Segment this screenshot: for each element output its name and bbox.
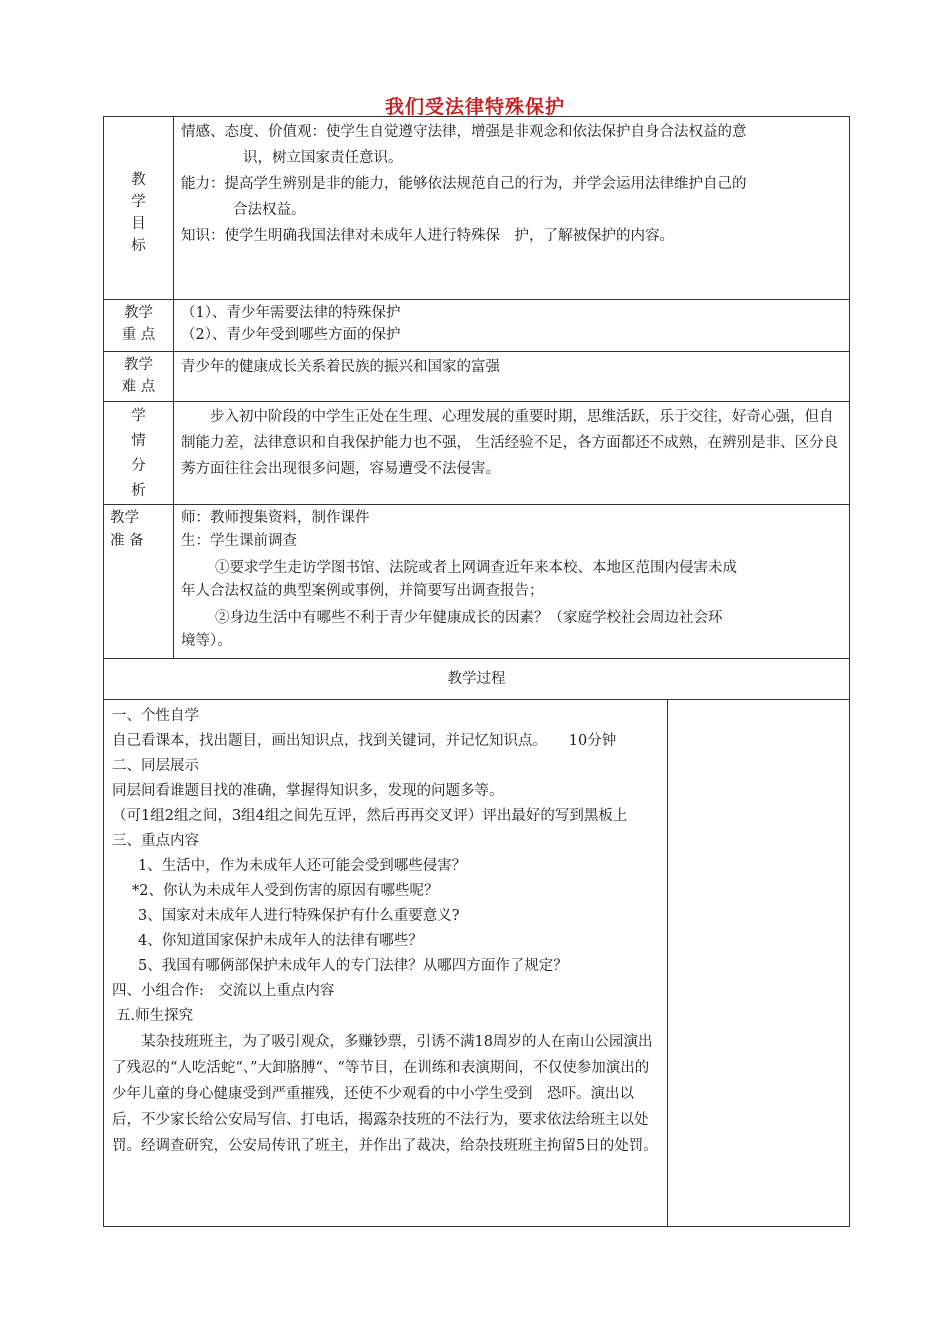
step-5-title: 五.师生探究 — [116, 1008, 194, 1024]
emotion-objective-cont: 识，树立国家责任意识。 — [243, 150, 403, 166]
key-point-2: （2）、青少年受到哪些方面的保护 — [181, 327, 401, 343]
process-notes-column — [668, 700, 850, 1227]
student-prep: 生：学生课前调查 — [181, 533, 297, 549]
objectives-label: 教 学 目 标 — [104, 117, 174, 300]
step-1-text: 自己看课本，找出题目，画出知识点，找到关键词，并记忆知识点。 10分钟 — [112, 733, 617, 749]
teacher-prep: 师：教师搜集资料，制作课件 — [181, 510, 370, 526]
step-1-title: 一、个性自学 — [112, 708, 199, 724]
process-content-row — [104, 700, 850, 1227]
process-title-row — [104, 659, 850, 700]
ability-objective-cont: 合法权益。 — [233, 202, 306, 218]
knowledge-objective: 知识：使学生明确我国法律对未成年人进行特殊保 护，了解被保护的内容。 — [181, 228, 674, 244]
question-5: 5、我国有哪俩部保护未成年人的专门法律？从哪四方面作了规定？ — [138, 958, 568, 974]
step-2-note: （可1组2组之间，3组4组之间先互评，然后再再交叉评）评出最好的写到黑板上 — [112, 808, 628, 824]
analysis-row — [104, 402, 850, 505]
preparation-row — [104, 505, 850, 659]
prep-task-1-cont: 年人合法权益的典型案例或事例，并简要写出调查报告； — [181, 583, 544, 599]
case-story: 某杂技班班主，为了吸引观众，多赚钞票，引诱不满18周岁的人在南山公园演出了残忍的“人吃活蛇“、”大卸胳膊“、“等节目，在训练和表演期间，不仅使参加演出的少年儿童的身心健康受到严重摧残，还使不少观看的中小学生受到 恐吓。演出以后，不少家长给公安局写信、打电话，揭露杂技班的不法行为，要求依法给班主以处罚。经调查研究，公安局传讯了班主，并作出了裁决，给杂技班班主拘留5日的处罚。 — [112, 1034, 658, 1154]
key-points-row — [104, 300, 850, 352]
process-title: 教学过程 — [104, 659, 850, 700]
step-2-title: 二、同层展示 — [112, 758, 199, 774]
question-4: 4、你知道国家保护未成年人的法律有哪些？ — [138, 933, 423, 949]
preparation-content — [174, 505, 850, 659]
question-1: 1、生活中，作为未成年人还可能会受到哪些侵害？ — [138, 858, 467, 874]
step-2-text: 同层间看谁题目找的准确，掌握得知识多，发现的问题多等。 — [112, 783, 504, 799]
ability-objective: 能力：提高学生辨别是非的能力，能够依法规范自己的行为，并学会运用法律维护自己的 — [181, 176, 747, 192]
question-3: 3、国家对未成年人进行特殊保护有什么重要意义? — [138, 908, 460, 924]
difficulty-label: 教学 难 点 — [104, 352, 174, 402]
prep-task-1: ①要求学生走访学图书馆、法院或者上网调查近年来本校、本地区范围内侵害未成 — [215, 560, 737, 576]
key-points-content — [174, 300, 850, 352]
preparation-label: 教学 准 备 — [104, 505, 174, 659]
page-title: 我们受法律特殊保护 — [384, 96, 565, 118]
analysis-label: 学 情 分 析 — [104, 402, 174, 505]
analysis-content: 步入初中阶段的中学生正处在生理、心理发展的重要时期，思维活跃，乐于交往，好奇心强，但自制能力差，法律意识和自我保护能力也不强， 生活经验不足，各方面都还不成熟，在辨别是非、区分良莠方面往往会出现很多问题，容易遭受不法侵害。 — [174, 402, 850, 505]
difficulty-row — [104, 352, 850, 402]
process-steps — [104, 700, 668, 1227]
objectives-content — [174, 117, 850, 300]
prep-task-2-cont: 境等）。 — [181, 633, 232, 649]
step-4-title: 四、小组合作: 交流以上重点内容 — [112, 983, 335, 999]
lesson-plan-table — [103, 116, 850, 1227]
prep-task-2: ②身边生活中有哪些不利于青少年健康成长的因素？（家庭学校社会周边社会环 — [215, 610, 723, 626]
key-point-1: （1）、青少年需要法律的特殊保护 — [181, 305, 401, 321]
key-points-label: 教学 重 点 — [104, 300, 174, 352]
objectives-row — [104, 117, 850, 300]
question-2: *2、你认为未成年人受到伤害的原因有哪些呢？ — [132, 883, 439, 899]
step-3-title: 三、重点内容 — [112, 833, 199, 849]
emotion-objective: 情感、态度、价值观：使学生自觉遵守法律，增强是非观念和依法保护自身合法权益的意 — [181, 124, 747, 140]
difficulty-content: 青少年的健康成长关系着民族的振兴和国家的富强 — [174, 352, 850, 402]
